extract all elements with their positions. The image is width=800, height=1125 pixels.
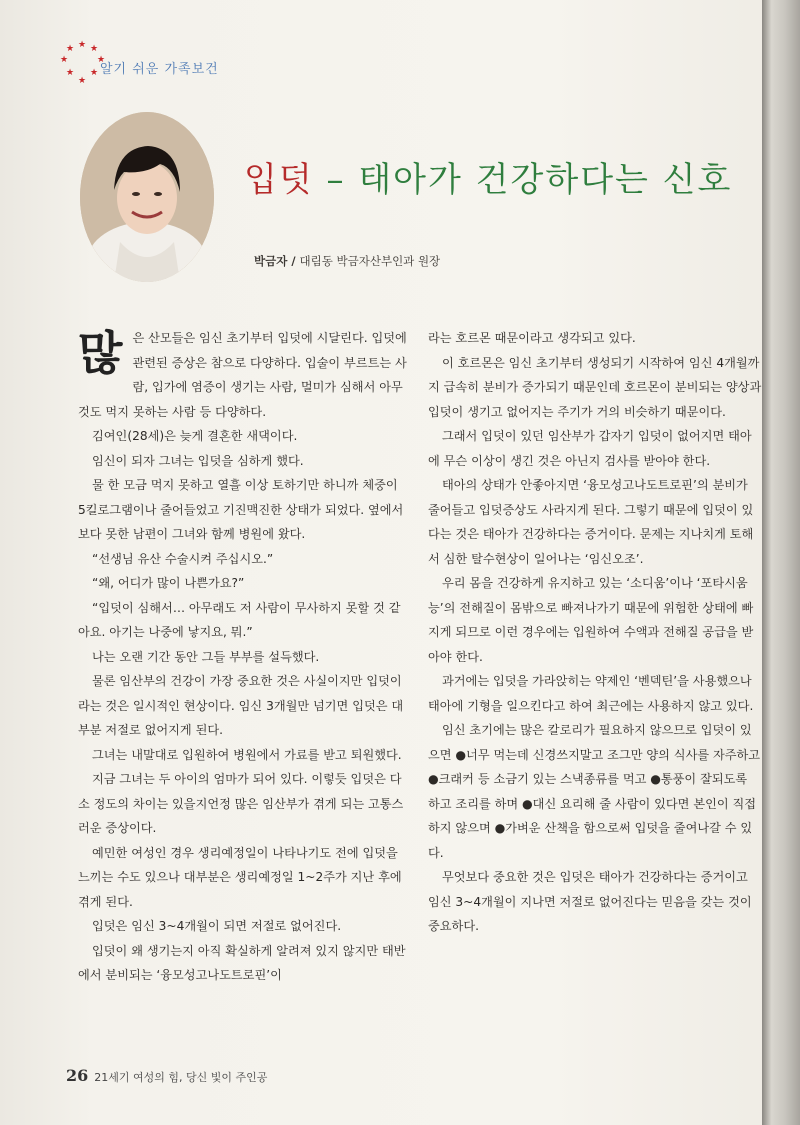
- paragraph: 임신이 되자 그녀는 입덧을 심하게 했다.: [92, 453, 304, 468]
- paragraph: 이 호르몬은 임신 초기부터 생성되기 시작하여 임신 4개월까지 급속히 분비가 증가되기 때문인데 호르몬이 분비되는 양상과 입덧이 생기고 없어지는 주기가 거의 비슷하기 때문이다.: [428, 355, 762, 419]
- paragraph: 지금 그녀는 두 아이의 엄마가 되어 있다. 이렇듯 입덧은 다소 정도의 차이는 있을지언정 많은 임산부가 겪게 되는 고통스러운 증상이다.: [78, 772, 404, 835]
- paragraph: 임신 초기에는 많은 칼로리가 필요하지 않으므로 입덧이 있으면 ●너무 먹는데 신경쓰지말고 조그만 양의 식사를 자주하고 ●크래커 등 소금기 있는 스낵종류를 먹고 ●통풍이 잘되도록 하고 조리를 하며 ●대신 요리해 줄 사람이 있다면 본인이 직접하지 않으며 ●가벼운 산책을 함으로써 입덧을 줄여나갈 수 있다.: [428, 723, 761, 860]
- article-title: [244, 152, 732, 201]
- paragraph: 물 한 모금 먹지 못하고 열흘 이상 토하기만 하니까 체중이 5킬로그램이나 줄어들었고 기진맥진한 상태가 되었다. 옆에서 보다 못한 남편이 그녀와 함께 병원에 왔다.: [78, 478, 404, 541]
- author-name: 박금자 /: [254, 254, 300, 268]
- section-label: 알기 쉬운 가족보건: [100, 62, 219, 77]
- dialogue-line: “왜, 어디가 많이 나쁜가요?”: [92, 576, 245, 590]
- paragraph: 김여인(28세)은 늦게 결혼한 새댁이다.: [92, 429, 298, 443]
- title-keyword: 입덧: [244, 160, 314, 200]
- byline: [254, 253, 440, 269]
- star-ring-icon: [58, 38, 106, 86]
- paragraph: 태아의 상태가 안좋아지면 ‘융모성고나도트로핀’의 분비가 줄어들고 입덧증상도 사라지게 된다. 그렇기 때문에 입덧이 있다는 것은 태아가 건강하다는 증거이다. 문제는 지나치게 토해서 심한 탈수현상이 일어나는 ‘임신오조’.: [428, 478, 754, 566]
- svg-text:★: ★: [96, 55, 106, 65]
- dialogue-line: “입덧이 심해서… 아무래도 저 사람이 무사하지 못할 것 같아요. 아기는 나중에 낳지요, 뭐.”: [78, 600, 401, 639]
- paragraph: 입덧이 왜 생기는지 아직 확실하게 알려져 있지 않지만 태반에서 분비되는 ‘융모성고나도트로핀’이: [78, 943, 406, 982]
- paragraph: 우리 몸을 건강하게 유지하고 있는 ‘소디움’이나 ‘포타시움능’의 전해질이 몸밖으로 빠져나가기 때문에 위험한 상태에 빠지게 되므로 이런 경우에는 입원하여 수액과 전해질 공급을 받아야 한다.: [428, 576, 754, 664]
- paragraph: 과거에는 입덧을 가라앉히는 약제인 ‘벤덱틴’을 사용했으나 태아에 기형을 일으킨다고 하여 최근에는 사용하지 않고 있다.: [428, 674, 754, 713]
- paragraph: 예민한 여성인 경우 생리예정일이 나타나기도 전에 입덧을 느끼는 수도 있으나 대부분은 생리예정일 1~2주가 지난 후에 겪게 된다.: [78, 845, 402, 909]
- paragraph: 입덧은 임신 3~4개월이 되면 저절로 없어진다.: [92, 919, 342, 933]
- title-subtitle: – 태아가 건강하다는 신호: [313, 160, 733, 200]
- paragraph: 라는 호르몬 때문이라고 생각되고 있다.: [428, 331, 636, 345]
- svg-text:★: ★: [89, 44, 99, 54]
- footer-text: 21세기 여성의 힘, 당신 빛이 주인공: [94, 1071, 268, 1084]
- page-binding-edge: [762, 0, 800, 1125]
- page-number: 26: [66, 1066, 89, 1085]
- svg-text:★: ★: [77, 76, 87, 86]
- dialogue-line: “선생님 유산 수술시켜 주십시오.”: [92, 551, 274, 566]
- paragraph: 은 산모들은 임신 초기부터 입덧에 시달린다. 입덧에 관련된 증상은 참으로 다양하다. 입술이 부르트는 사람, 입가에 염증이 생기는 사람, 멀미가 심해서 아무 것도 먹지 못하는 사람 등 다양하다.: [78, 331, 407, 419]
- svg-text:★: ★: [65, 68, 75, 78]
- paragraph: 물론 임산부의 건강이 가장 중요한 것은 사실이지만 입덧이라는 것은 일시적인 현상이다. 임신 3개월만 넘기면 입덧은 대부분 저절로 없어지게 된다.: [78, 674, 404, 737]
- svg-text:★: ★: [77, 40, 87, 50]
- svg-text:★: ★: [65, 44, 75, 54]
- author-affiliation: 대림동 박금자산부인과 원장: [299, 254, 441, 268]
- svg-text:★: ★: [89, 68, 99, 78]
- paragraph: 무엇보다 중요한 것은 입덧은 태아가 건강하다는 증거이고 임신 3~4개월이 지나면 저절로 없어진다는 믿음을 갖는 것이 중요하다.: [428, 870, 752, 933]
- svg-text:★: ★: [59, 55, 69, 65]
- article-column-left: [78, 326, 408, 988]
- paragraph: 그래서 입덧이 있던 임산부가 갑자기 입덧이 없어지면 태아에 무슨 이상이 생긴 것은 아닌지 검사를 받아야 한다.: [428, 429, 752, 468]
- drop-cap: 많: [78, 326, 123, 380]
- author-portrait: [80, 112, 214, 282]
- paragraph: 그녀는 내말대로 입원하여 병원에서 가료를 받고 퇴원했다.: [92, 747, 402, 762]
- paragraph: 나는 오랜 기간 동안 그들 부부를 설득했다.: [92, 649, 320, 664]
- article-column-right: [428, 326, 762, 939]
- page-footer: [66, 1066, 267, 1085]
